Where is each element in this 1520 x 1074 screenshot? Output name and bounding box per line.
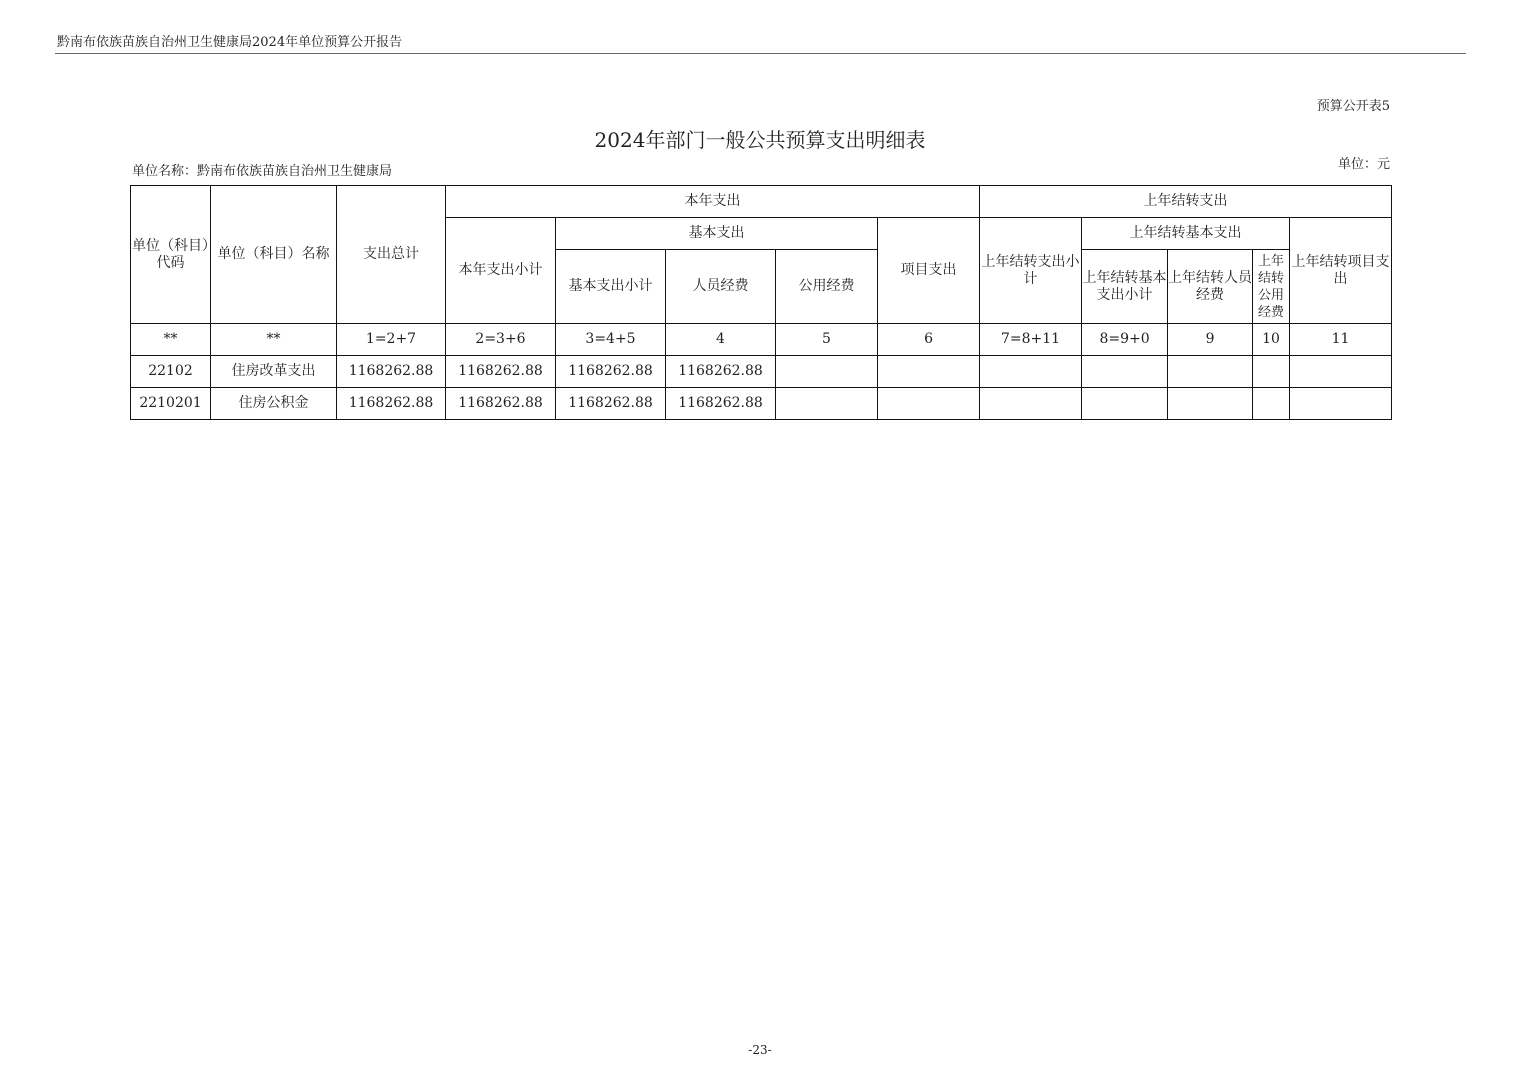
row-code: 2210201: [131, 388, 211, 420]
row-basic-subtotal: 1168262.88: [556, 356, 666, 388]
col-header-total: 支出总计: [337, 186, 446, 324]
row-total: 1168262.88: [337, 388, 446, 420]
row-project: [878, 388, 980, 420]
row-current-subtotal: 1168262.88: [446, 388, 556, 420]
row-total: 1168262.88: [337, 356, 446, 388]
table-row: [131, 388, 1392, 420]
col-header-name: 单位（科目）名称: [211, 186, 337, 324]
row-carryover-public: [1253, 388, 1290, 420]
col-header-current-year: 本年支出: [446, 186, 980, 218]
index-cell: 3=4+5: [556, 324, 666, 356]
page-title: 2024年部门一般公共预算支出明细表: [594, 128, 926, 152]
row-public: [776, 388, 878, 420]
row-basic-subtotal: 1168262.88: [556, 388, 666, 420]
col-header-carryover-personnel: 上年结转人员经费: [1168, 250, 1253, 324]
budget-table: [130, 185, 1392, 420]
row-public: [776, 356, 878, 388]
index-cell: 4: [666, 324, 776, 356]
index-cell: 11: [1290, 324, 1392, 356]
row-carryover-public: [1253, 356, 1290, 388]
index-cell: 9: [1168, 324, 1253, 356]
col-header-carryover-subtotal: 上年结转支出小计: [980, 218, 1082, 324]
row-carryover-project: [1290, 388, 1392, 420]
row-project: [878, 356, 980, 388]
report-header: 黔南布依族苗族自治州卫生健康局2024年单位预算公开报告: [57, 35, 403, 50]
col-header-basic: 基本支出: [556, 218, 878, 250]
row-code: 22102: [131, 356, 211, 388]
unit-name: 单位名称：黔南布依族苗族自治州卫生健康局: [132, 164, 393, 179]
col-header-carryover-public: 上年结转公用经费: [1253, 250, 1290, 324]
index-cell: 6: [878, 324, 980, 356]
form-number: 预算公开表5: [1316, 99, 1390, 114]
col-header-personnel: 人员经费: [666, 250, 776, 324]
header-divider: [55, 53, 1466, 54]
col-header-current-subtotal: 本年支出小计: [446, 218, 556, 324]
col-header-carryover-basic: 上年结转基本支出: [1082, 218, 1290, 250]
row-current-subtotal: 1168262.88: [446, 356, 556, 388]
index-cell: 7=8+11: [980, 324, 1082, 356]
row-name: 住房公积金: [211, 388, 337, 420]
col-header-code: 单位（科目）代码: [131, 186, 211, 324]
index-cell: 1=2+7: [337, 324, 446, 356]
table-row: [131, 356, 1392, 388]
index-cell: **: [211, 324, 337, 356]
index-cell: 10: [1253, 324, 1290, 356]
col-header-public: 公用经费: [776, 250, 878, 324]
page-number: -23-: [748, 1043, 772, 1057]
row-carryover-subtotal: [980, 388, 1082, 420]
row-carryover-basic-subtotal: [1082, 356, 1168, 388]
col-header-carryover-basic-subtotal: 上年结转基本支出小计: [1082, 250, 1168, 324]
row-personnel: 1168262.88: [666, 356, 776, 388]
row-carryover-personnel: [1168, 388, 1253, 420]
row-carryover-basic-subtotal: [1082, 388, 1168, 420]
col-header-carryover-project: 上年结转项目支出: [1290, 218, 1392, 324]
row-personnel: 1168262.88: [666, 388, 776, 420]
row-carryover-personnel: [1168, 356, 1253, 388]
col-header-carryover: 上年结转支出: [980, 186, 1392, 218]
index-cell: 8=9+0: [1082, 324, 1168, 356]
index-cell: 2=3+6: [446, 324, 556, 356]
currency-unit: 单位：元: [1337, 157, 1390, 172]
index-cell: **: [131, 324, 211, 356]
col-header-project: 项目支出: [878, 218, 980, 324]
row-name: 住房改革支出: [211, 356, 337, 388]
row-carryover-subtotal: [980, 356, 1082, 388]
row-carryover-project: [1290, 356, 1392, 388]
col-header-basic-subtotal: 基本支出小计: [556, 250, 666, 324]
index-cell: 5: [776, 324, 878, 356]
